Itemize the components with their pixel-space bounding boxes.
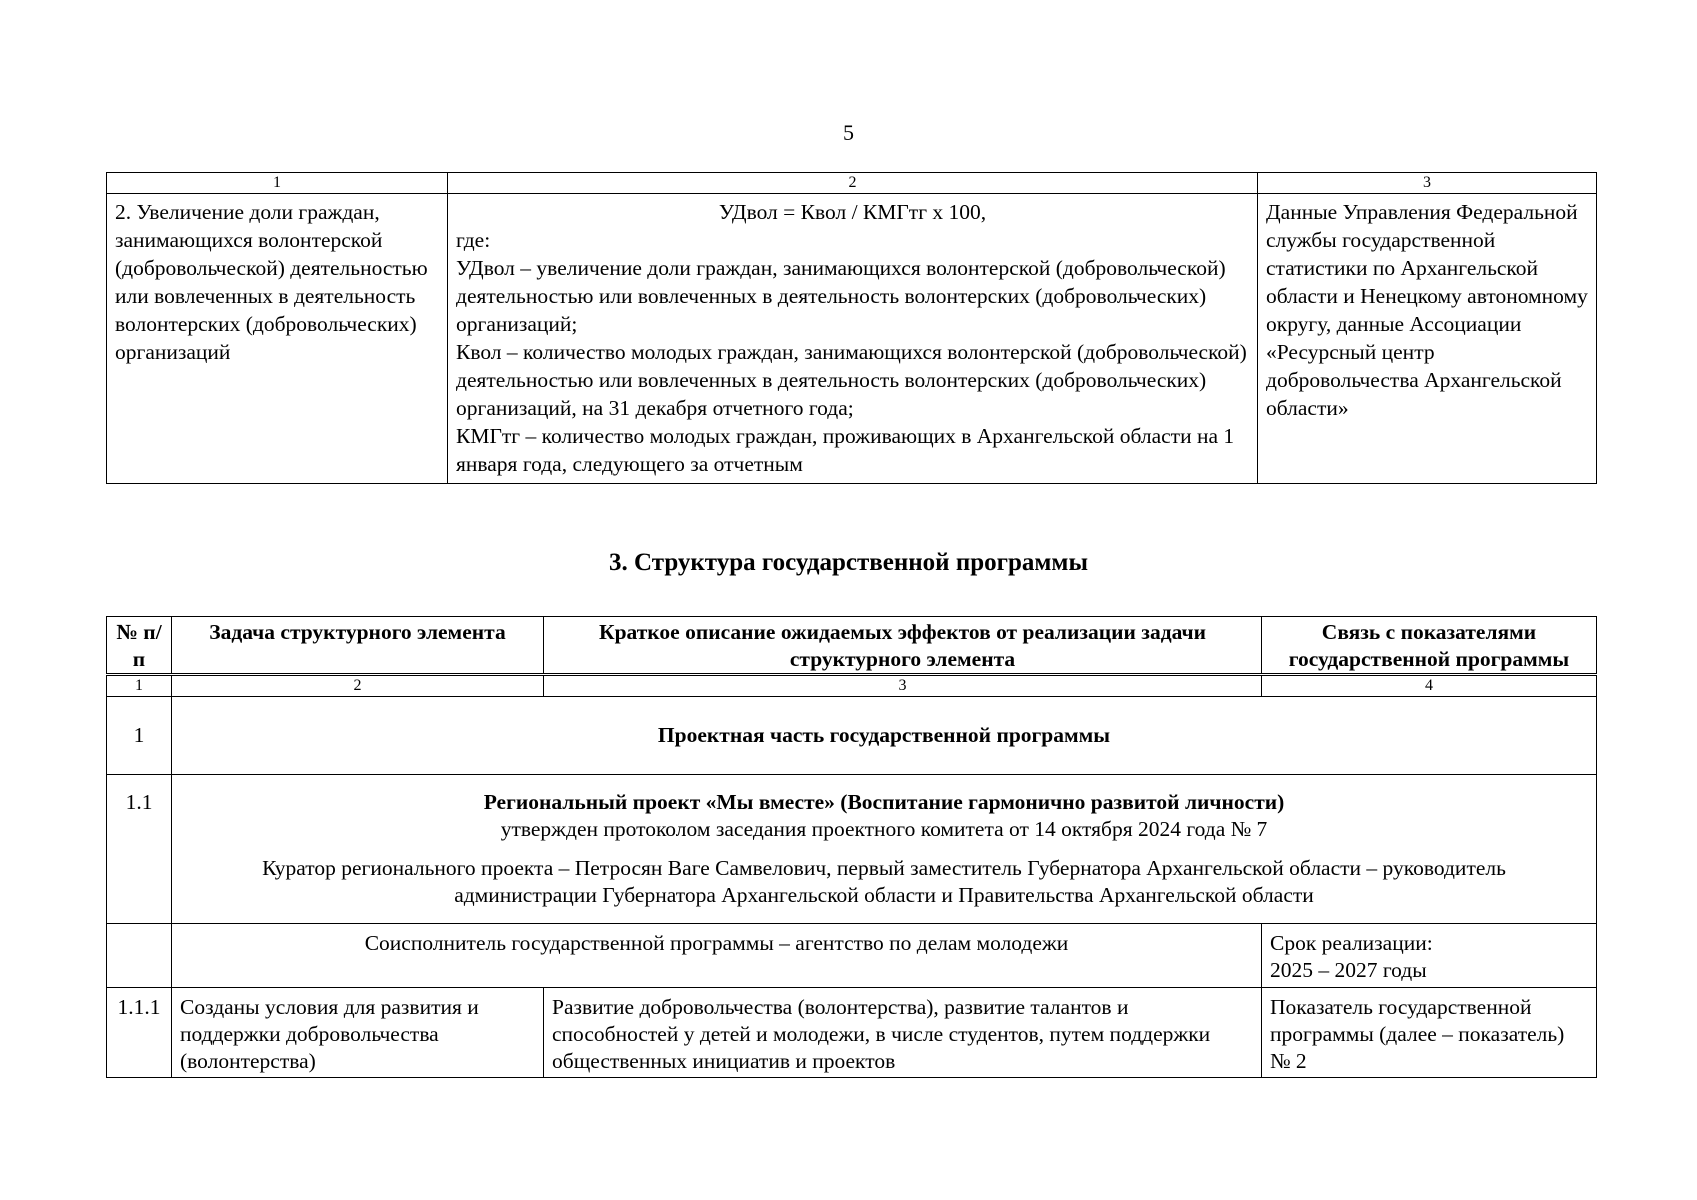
formula-definition: УДвол – увеличение доли граждан, занимающихся волонтерской (добровольческой) деятельностью или вовлеченных в деятельность волонтерских (добровольческих) организаций; (456, 256, 1226, 336)
structure-table (106, 616, 1597, 1078)
empty-cell (107, 924, 172, 988)
header-number: № п/п (107, 617, 172, 675)
indicator-link: Показатель государственной программы (далее – показатель) № 2 (1262, 988, 1597, 1078)
page-number: 5 (843, 120, 854, 145)
regional-project-cell (172, 775, 1597, 924)
formula-definition: Квол – количество молодых граждан, занимающихся волонтерской (добровольческой) деятельностью или вовлеченных в деятельность волонтерских (добровольческих) организаций, на 31 декабря отчетного года; (456, 340, 1247, 420)
project-name: Региональный проект «Мы вместе» (Воспитание гармонично развитой личности) (483, 790, 1285, 814)
col-number-3: 3 (544, 675, 1262, 697)
project-approval: утвержден протоколом заседания проектного комитета от 14 октября 2024 года № 7 (500, 817, 1268, 841)
project-curator: Куратор регионального проекта – Петросян Ваге Самвелович, первый заместитель Губернатора Архангельской области – руководитель администрации Губернатора Архангельской области и Правительства Архангельской области (262, 856, 1506, 907)
column-number-row (107, 173, 1597, 194)
header-effects: Краткое описание ожидаемых эффектов от реализации задачи структурного элемента (544, 617, 1262, 675)
indicator-table (106, 172, 1597, 484)
col-number-4: 4 (1262, 675, 1597, 697)
row-project-part (107, 697, 1597, 775)
col-number-2: 2 (172, 675, 544, 697)
header-task: Задача структурного элемента (172, 617, 544, 675)
project-part-title: Проектная часть государственной программы (172, 697, 1597, 775)
formula: УДвол = Квол / КМГтг x 100, (718, 200, 987, 224)
term-label: Срок реализации: (1270, 931, 1433, 955)
col-number-1: 1 (107, 675, 172, 697)
coexecutor: Соисполнитель государственной программы – агентство по делам молодежи (172, 924, 1262, 988)
term-cell (1262, 924, 1597, 988)
row-number: 1 (107, 697, 172, 775)
row-regional-project (107, 775, 1597, 924)
col-number-3: 3 (1258, 173, 1597, 194)
formula-where: где: (456, 228, 491, 252)
row-task (107, 988, 1597, 1078)
header-link: Связь с показателями государственной программы (1262, 617, 1597, 675)
indicator-name: 2. Увеличение доли граждан, занимающихся волонтерской (добровольческой) деятельностью или вовлеченных в деятельность волонтерских (добровольческих) организаций (107, 194, 448, 484)
row-number: 1.1 (107, 775, 172, 924)
formula-definition: КМГтг – количество молодых граждан, проживающих в Архангельской области на 1 января года, следующего за отчетным (456, 424, 1235, 476)
col-number-1: 1 (107, 173, 448, 194)
indicator-formula-cell (448, 194, 1258, 484)
section-title: 3. Структура государственной программы (609, 549, 1088, 576)
row-number: 1.1.1 (107, 988, 172, 1078)
header-row (107, 617, 1597, 675)
effects: Развитие добровольчества (волонтерства), развитие талантов и способностей у детей и молодежи, в числе студентов, путем поддержки общественных инициатив и проектов (544, 988, 1262, 1078)
task: Созданы условия для развития и поддержки добровольчества (волонтерства) (172, 988, 544, 1078)
data-source: Данные Управления Федеральной службы государственной статистики по Архангельской области и Ненецкому автономному округу, данные Ассоциации «Ресурсный центр добровольчества Архангельской области» (1258, 194, 1597, 484)
row-coexecutor (107, 924, 1597, 988)
column-number-row (107, 675, 1597, 697)
indicator-row (107, 194, 1597, 484)
col-number-2: 2 (448, 173, 1258, 194)
term-value: 2025 – 2027 годы (1270, 958, 1427, 982)
